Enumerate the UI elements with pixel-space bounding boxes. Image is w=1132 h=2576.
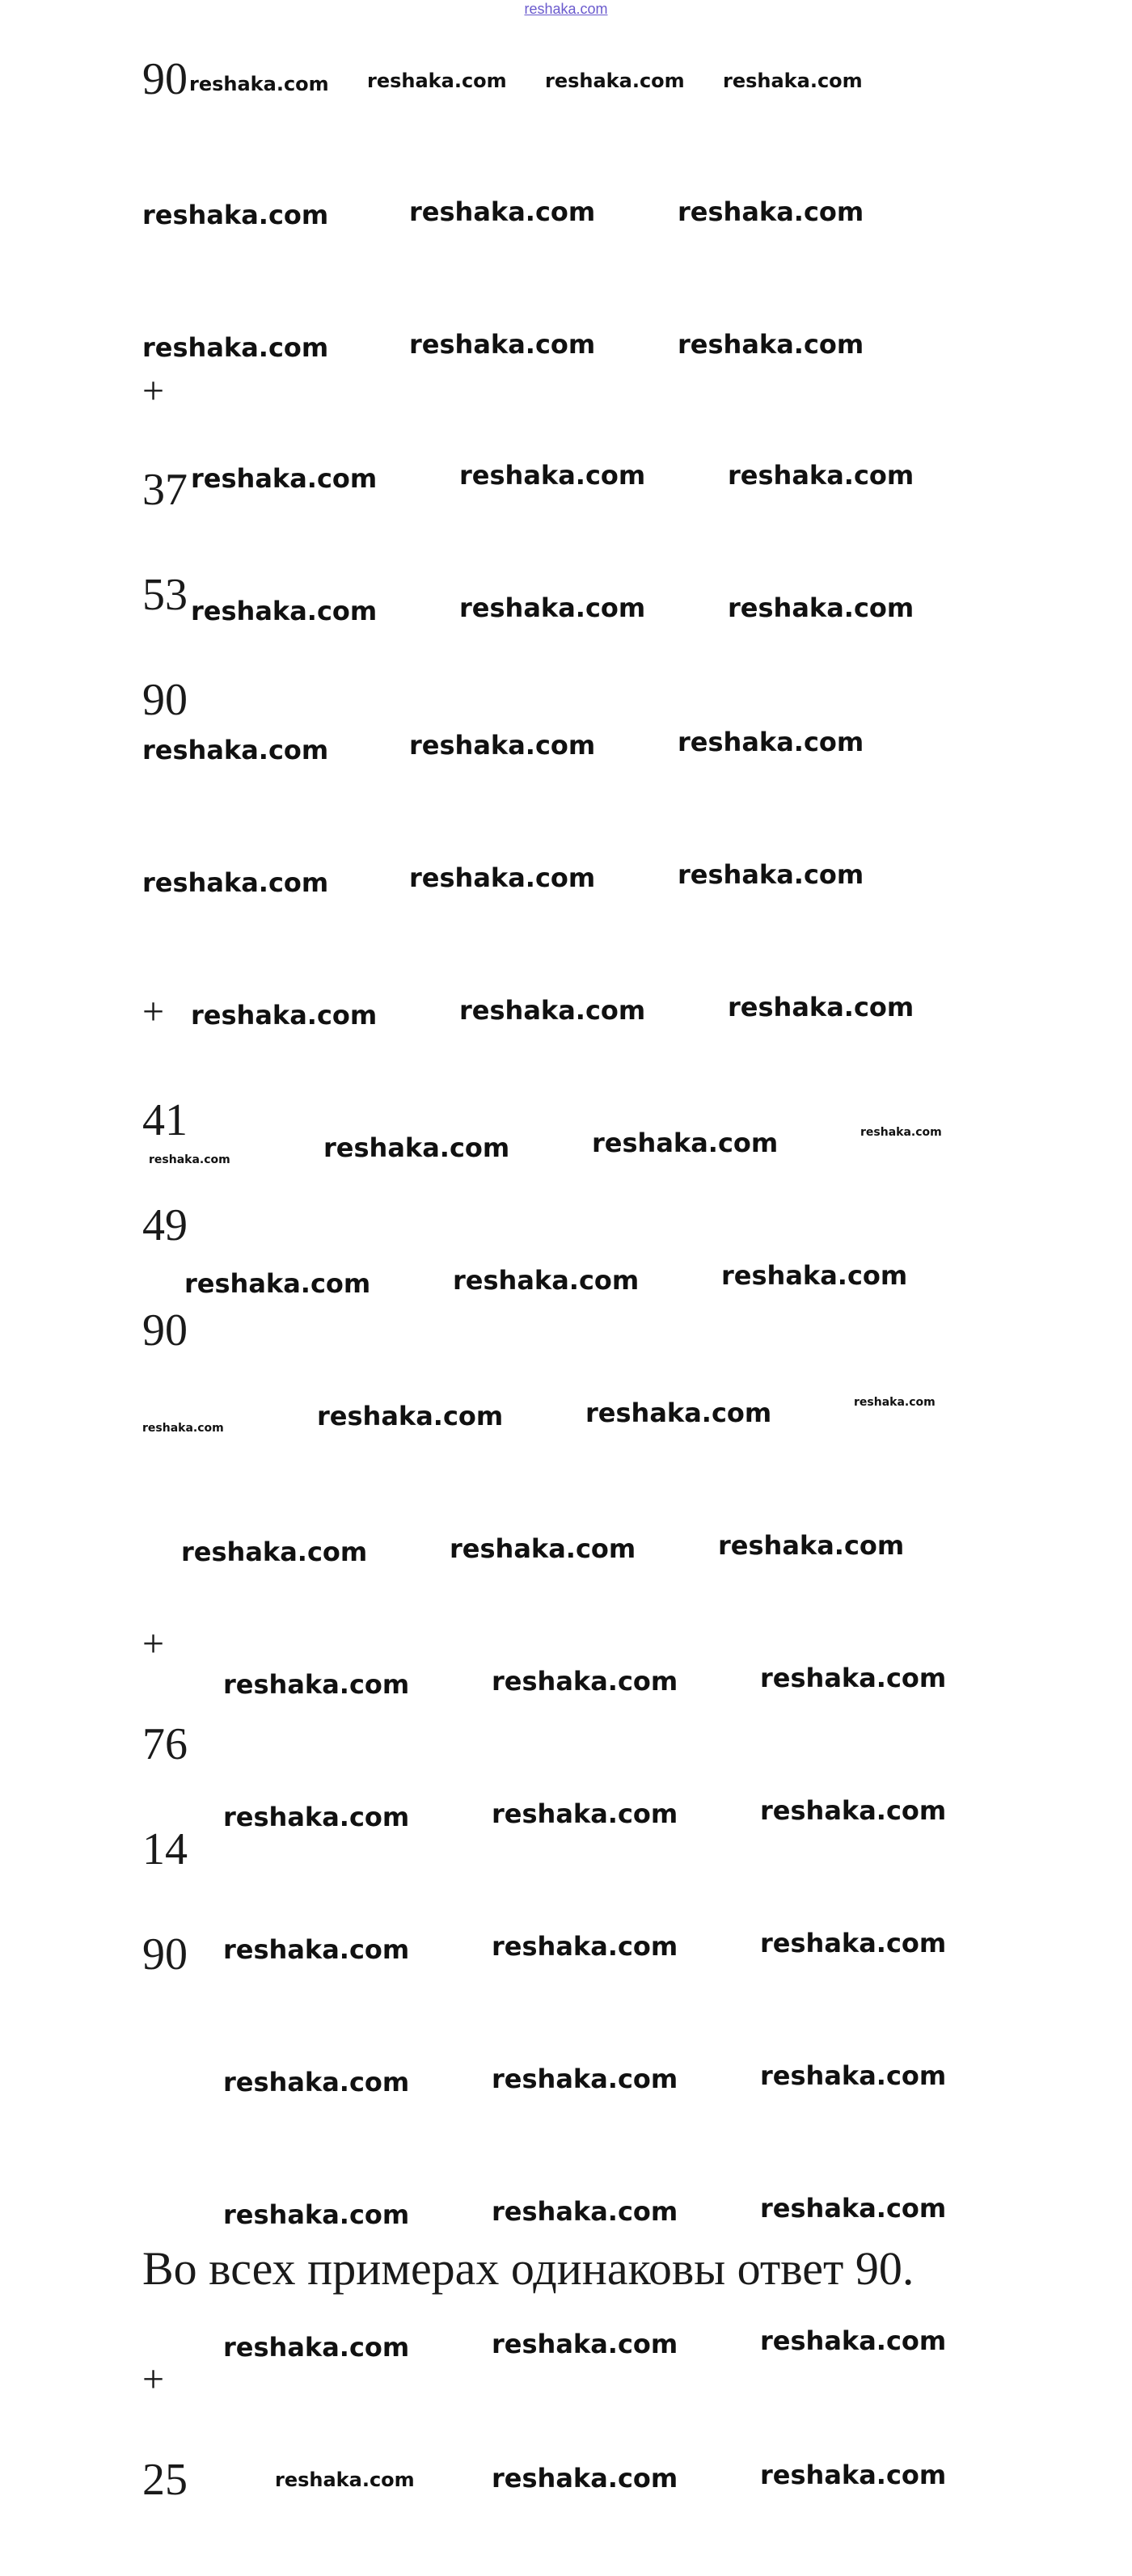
watermark: reshaka.com — [459, 460, 646, 491]
watermark: reshaka.com — [678, 329, 864, 360]
watermark: reshaka.com — [492, 1666, 678, 1697]
plus-sign: + — [142, 2358, 165, 2401]
watermark: reshaka.com — [223, 1669, 410, 1700]
watermark: reshaka.com — [678, 727, 864, 757]
watermark: reshaka.com — [760, 1663, 947, 1693]
watermark: reshaka.com — [545, 70, 685, 92]
watermark: reshaka.com — [191, 596, 378, 626]
watermark: reshaka.com — [223, 2332, 410, 2363]
watermark: reshaka.com — [492, 2463, 678, 2494]
watermark: reshaka.com — [184, 1268, 371, 1299]
sum-number: 90 — [142, 1305, 188, 1355]
watermark: reshaka.com — [191, 1000, 378, 1031]
watermark: reshaka.com — [492, 2196, 678, 2227]
watermark: reshaka.com — [142, 867, 329, 898]
watermark: reshaka.com — [275, 2468, 415, 2491]
watermark: reshaka.com — [721, 1260, 908, 1291]
addend-number: 37 — [142, 465, 188, 515]
watermark: reshaka.com — [453, 1265, 640, 1296]
addend-number: 49 — [142, 1200, 188, 1250]
watermark: reshaka.com — [492, 2329, 678, 2359]
watermark: reshaka.com — [492, 1931, 678, 1962]
sum-number: 90 — [142, 675, 188, 725]
watermark: reshaka.com — [678, 859, 864, 890]
watermark: reshaka.com — [409, 196, 596, 227]
plus-sign: + — [142, 369, 165, 412]
watermark: reshaka.com — [760, 2193, 947, 2224]
watermark: reshaka.com — [409, 329, 596, 360]
addend-number: 76 — [142, 1719, 188, 1769]
watermark: reshaka.com — [585, 1398, 772, 1428]
addend-number: 90 — [142, 54, 188, 104]
watermark: reshaka.com — [142, 1422, 224, 1435]
conclusion-text: Во всех примерах одинаковы ответ 90. — [142, 2242, 914, 2295]
addend-number: 14 — [142, 1824, 188, 1874]
sum-number: 90 — [142, 1929, 188, 1979]
watermark: reshaka.com — [450, 1533, 636, 1564]
plus-sign: + — [142, 1622, 165, 1665]
watermark: reshaka.com — [149, 1153, 230, 1166]
addend-number: 53 — [142, 570, 188, 620]
addend-number: 25 — [142, 2455, 188, 2505]
plus-sign: + — [142, 990, 165, 1033]
watermark: reshaka.com — [728, 592, 914, 623]
watermark: reshaka.com — [728, 460, 914, 491]
watermark: reshaka.com — [459, 592, 646, 623]
watermark: reshaka.com — [189, 73, 329, 95]
watermark: reshaka.com — [760, 1795, 947, 1826]
watermark: reshaka.com — [409, 862, 596, 893]
watermark: reshaka.com — [492, 1798, 678, 1829]
watermark: reshaka.com — [191, 463, 378, 494]
watermark: reshaka.com — [223, 1934, 410, 1965]
watermark: reshaka.com — [760, 1928, 947, 1958]
watermark: reshaka.com — [860, 1126, 942, 1139]
watermark: reshaka.com — [760, 2325, 947, 2356]
watermark: reshaka.com — [678, 196, 864, 227]
watermark: reshaka.com — [181, 1537, 368, 1567]
watermark: reshaka.com — [760, 2460, 947, 2490]
site-link[interactable]: reshaka.com — [524, 1, 608, 17]
watermark: reshaka.com — [728, 992, 914, 1022]
watermark: reshaka.com — [367, 70, 507, 92]
watermark: reshaka.com — [718, 1530, 905, 1561]
watermark: reshaka.com — [760, 2060, 947, 2091]
watermark: reshaka.com — [723, 70, 863, 92]
watermark: reshaka.com — [854, 1396, 936, 1409]
watermark: reshaka.com — [592, 1128, 779, 1158]
watermark: reshaka.com — [323, 1132, 510, 1163]
watermark: reshaka.com — [142, 735, 329, 765]
watermark: reshaka.com — [223, 2067, 410, 2097]
watermark: reshaka.com — [142, 200, 329, 230]
addend-number: 41 — [142, 1095, 188, 1145]
watermark: reshaka.com — [317, 1401, 504, 1431]
watermark: reshaka.com — [459, 995, 646, 1026]
watermark: reshaka.com — [142, 332, 329, 363]
watermark: reshaka.com — [409, 730, 596, 761]
watermark: reshaka.com — [492, 2064, 678, 2094]
watermark: reshaka.com — [223, 1802, 410, 1832]
watermark: reshaka.com — [223, 2199, 410, 2230]
